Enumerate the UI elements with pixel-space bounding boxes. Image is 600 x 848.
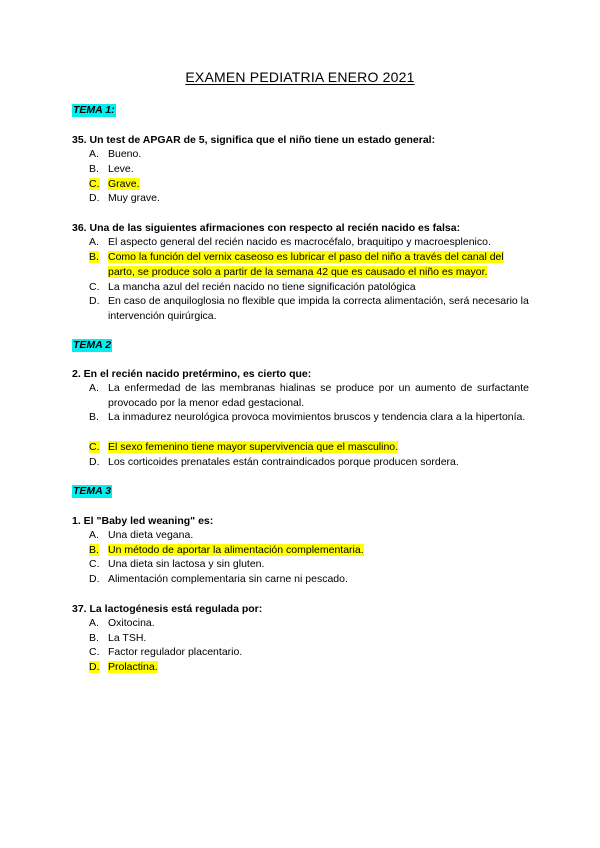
option-text: La mancha azul del recién nacido no tiene significación patológica bbox=[108, 281, 416, 293]
option-letter: B. bbox=[89, 544, 99, 556]
option-letter: B. bbox=[89, 411, 99, 423]
option-letter: B. bbox=[89, 163, 99, 175]
option-b-highlighted bbox=[89, 543, 529, 558]
option-c-highlighted bbox=[89, 177, 529, 192]
section-label-tema-2: TEMA 2 bbox=[73, 339, 112, 351]
option-a bbox=[89, 147, 529, 162]
option-text: La inmadurez neurológica provoca movimientos bruscos y tendencia clara a la hipertonía. bbox=[108, 411, 526, 423]
option-text-line-1: Como la función del vernix caseoso es lubricar el paso del niño a través del canal del bbox=[108, 251, 504, 263]
option-d bbox=[89, 294, 529, 323]
option-letter: A. bbox=[89, 382, 99, 394]
option-d bbox=[89, 191, 529, 206]
option-a bbox=[89, 381, 529, 410]
option-letter: C. bbox=[89, 558, 100, 570]
option-c bbox=[89, 645, 529, 660]
section-label-tema-3: TEMA 3 bbox=[73, 485, 112, 497]
option-text: Grave. bbox=[108, 178, 140, 190]
option-text: Una dieta vegana. bbox=[108, 529, 194, 541]
option-b bbox=[89, 162, 529, 177]
option-text: Leve. bbox=[108, 163, 134, 175]
option-text: Oxitocina. bbox=[108, 617, 155, 629]
option-c bbox=[89, 557, 529, 572]
option-text: Una dieta sin lactosa y sin gluten. bbox=[108, 558, 265, 570]
question-36: 36. Una de las siguientes afirmaciones con respecto al recién nacido es falsa: bbox=[72, 222, 461, 234]
option-d bbox=[89, 572, 529, 587]
question-35: 35. Un test de APGAR de 5, significa que el niño tiene un estado general: bbox=[72, 134, 436, 146]
option-letter: A. bbox=[89, 236, 99, 248]
option-text-line-2: parto, se produce solo a partir de la semana 42 que es causado el niño es mayor. bbox=[108, 265, 488, 278]
option-b-highlighted bbox=[89, 250, 529, 279]
option-letter: C. bbox=[89, 646, 100, 658]
page-title: EXAMEN PEDIATRIA ENERO 2021 bbox=[185, 69, 415, 85]
option-a bbox=[89, 616, 529, 631]
option-letter: D. bbox=[89, 573, 100, 585]
option-text: El aspecto general del recién nacido es macrocéfalo, braquitipo y macroesplenico. bbox=[108, 236, 491, 248]
option-a bbox=[89, 235, 529, 250]
option-letter: D. bbox=[89, 192, 100, 204]
option-c-highlighted bbox=[89, 440, 529, 455]
option-text: En caso de anquiloglosia no flexible que impida la correcta alimentación, será necesario la intervención quirúrgica. bbox=[108, 295, 529, 322]
question-2: 2. En el recién nacido pretérmino, es cierto que: bbox=[72, 368, 312, 380]
option-letter: A. bbox=[89, 617, 99, 629]
option-letter: A. bbox=[89, 529, 99, 541]
option-letter: C. bbox=[89, 178, 100, 190]
option-a bbox=[89, 528, 529, 543]
option-letter: C. bbox=[89, 281, 100, 293]
option-text: La TSH. bbox=[108, 632, 147, 644]
option-letter: D. bbox=[89, 661, 100, 673]
option-c bbox=[89, 280, 529, 295]
option-text: Los corticoides prenatales están contraindicados porque producen sordera. bbox=[108, 456, 459, 468]
option-letter: D. bbox=[89, 456, 100, 468]
option-text: Factor regulador placentario. bbox=[108, 646, 243, 658]
option-d-highlighted bbox=[89, 660, 529, 675]
option-letter: D. bbox=[89, 295, 100, 307]
option-letter: A. bbox=[89, 148, 99, 160]
option-text: Alimentación complementaria sin carne ni pescado. bbox=[108, 573, 348, 585]
option-b bbox=[89, 631, 529, 646]
option-text: El sexo femenino tiene mayor supervivencia que el masculino. bbox=[108, 441, 399, 453]
option-text: Prolactina. bbox=[108, 661, 158, 673]
option-text: Un método de aportar la alimentación complementaria. bbox=[108, 544, 364, 556]
option-letter: C. bbox=[89, 441, 100, 453]
option-text: La enfermedad de las membranas hialinas se produce por un aumento de surfactante provocado por la menor edad gestacional. bbox=[108, 382, 529, 409]
question-37: 37. La lactogénesis está regulada por: bbox=[72, 603, 263, 615]
option-d bbox=[89, 455, 529, 470]
option-text: Bueno. bbox=[108, 148, 142, 160]
section-label-tema-1: TEMA 1: bbox=[73, 104, 115, 116]
option-letter: B. bbox=[89, 251, 99, 263]
option-letter: B. bbox=[89, 632, 99, 644]
question-1: 1. El "Baby led weaning" es: bbox=[72, 515, 214, 527]
option-text: Muy grave. bbox=[108, 192, 160, 204]
option-b bbox=[89, 410, 529, 425]
